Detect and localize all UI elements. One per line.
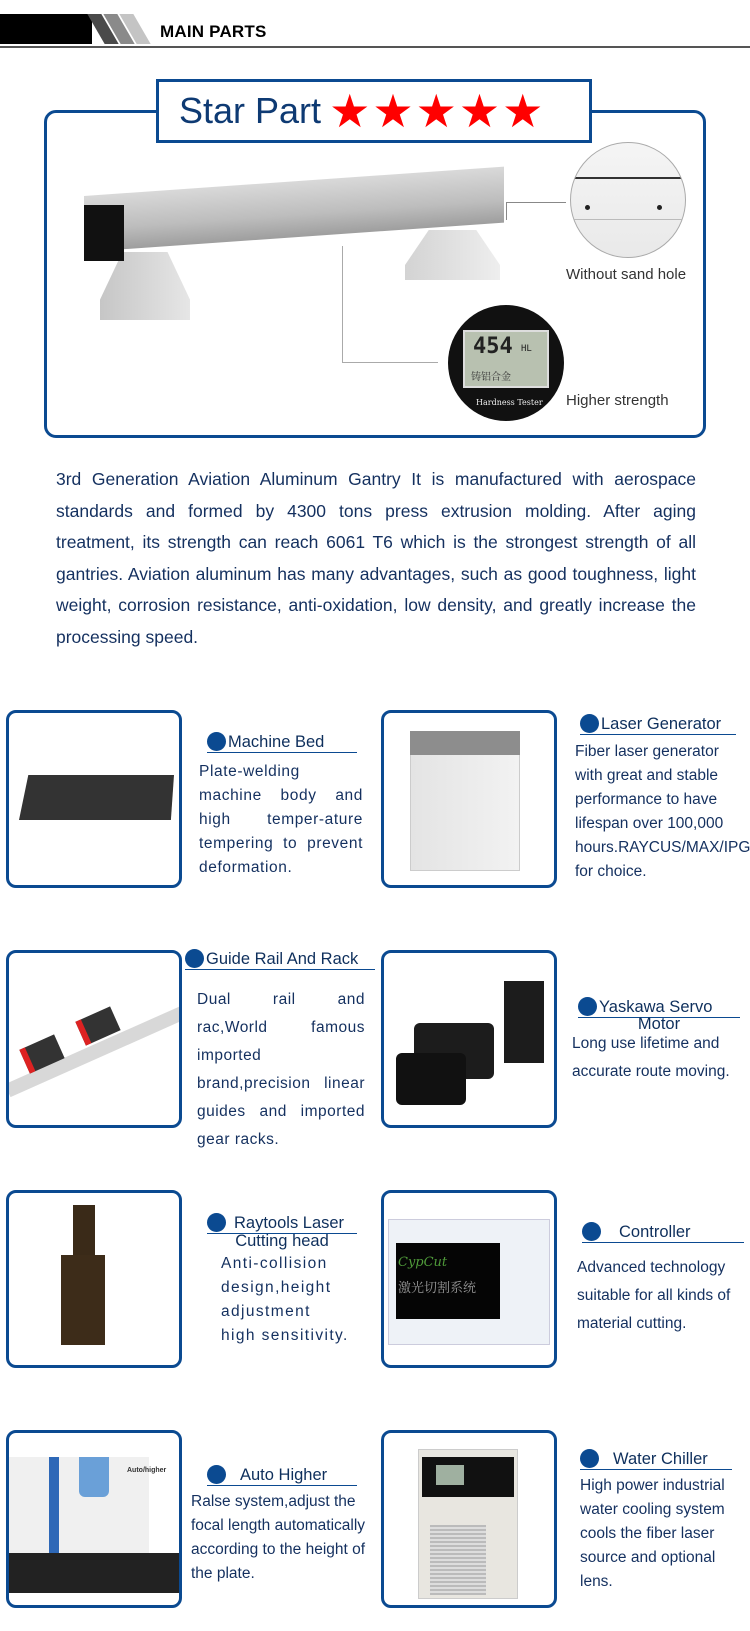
tester-caption: Hardness Tester xyxy=(476,398,543,407)
star-icon: ★ xyxy=(329,85,371,137)
star-icon: ★ xyxy=(415,85,457,137)
part-description: High power industrial water cooling system cools the fiber laser source and optional lens. xyxy=(580,1477,725,1590)
part-title: Laser Generator xyxy=(580,714,736,735)
star-icon: ★ xyxy=(502,85,544,137)
part-description: Anti-collision design,height adjustment high sensitivity. xyxy=(221,1255,349,1344)
part-title: Auto Higher xyxy=(207,1465,357,1486)
hardness-reading: 454 xyxy=(473,334,513,359)
part-title: Machine Bed xyxy=(207,732,357,753)
part-image-machine-bed xyxy=(6,710,182,888)
callout-sand-hole: Without sand hole xyxy=(566,266,687,283)
hardness-material: 铸铝合金 xyxy=(471,372,511,383)
hardness-tester-screen xyxy=(463,330,549,388)
part-description: Fiber laser generator with great and stable performance to have lifespan over 100,000 hours.RAYCUS/MAX/IPG for choice. xyxy=(575,743,750,880)
callout-line xyxy=(506,202,507,220)
part-image-cutting-head xyxy=(6,1190,182,1368)
part-description: Long use lifetime and accurate route moving. xyxy=(572,1035,730,1080)
callout-line xyxy=(506,202,566,203)
part-title: Yaskawa Servo xyxy=(578,997,740,1018)
callout-line xyxy=(342,246,343,362)
inset-title: Auto/higher xyxy=(127,1467,167,1474)
bullet-icon xyxy=(578,997,597,1016)
bullet-icon xyxy=(207,732,226,751)
part-title: Controller xyxy=(582,1222,744,1243)
part-title-line2: Cutting head xyxy=(235,1232,329,1250)
bullet-icon xyxy=(580,714,599,733)
hardness-unit: HL xyxy=(521,344,532,354)
part-description: Advanced technology suitable for all kinds of material cutting. xyxy=(577,1259,731,1332)
part-image-auto-higher xyxy=(6,1430,182,1608)
part-description: Ralse system,adjust the focal length automatically according to the height of the plate. xyxy=(191,1493,366,1582)
part-image-servo-motor xyxy=(381,950,557,1128)
bullet-icon xyxy=(207,1465,226,1484)
bullet-icon xyxy=(207,1213,226,1232)
sand-hole-magnifier xyxy=(570,142,686,258)
bullet-icon xyxy=(185,949,204,968)
part-description: Dual rail and rac,World famous imported brand,precision linear guides and imported gear racks. xyxy=(197,991,365,1148)
bullet-icon xyxy=(580,1449,599,1468)
section-title: MAIN PARTS xyxy=(160,22,267,41)
part-title: Water Chiller xyxy=(580,1449,732,1470)
header-divider xyxy=(0,46,750,48)
gantry-description: 3rd Generation Aviation Aluminum Gantry It is manufactured with aerospace standards and formed by 4300 tons press extrusion molding. After aging treatment, its strength can reach 6061 T6 which is the strongest strength of all gantries. Aviation aluminum has many advantages, such as good toughness, light weight, corrosion resistance, anti-oxidation, low density, and greatly increase the processing speed. xyxy=(56,469,696,647)
part-description: Plate-welding machine body and high temper-ature tempering to prevent deformation. xyxy=(199,763,363,876)
part-title: Guide Rail And Rack xyxy=(185,949,375,970)
part-title-line2: Motor xyxy=(637,1015,681,1033)
star-part-label: Star Part xyxy=(179,90,322,131)
part-image-water-chiller xyxy=(381,1430,557,1608)
star-icon: ★ xyxy=(372,85,414,137)
callout-line xyxy=(342,362,438,363)
controller-brand: CypCut xyxy=(398,1255,448,1270)
controller-subtitle: 激光切割系统 xyxy=(398,1280,477,1295)
part-title: Raytools Laser xyxy=(207,1213,357,1234)
star-icon: ★ xyxy=(458,85,501,137)
callout-strength: Higher strength xyxy=(566,392,669,409)
part-image-controller xyxy=(381,1190,557,1368)
gantry-beam-end xyxy=(84,205,124,261)
bullet-icon xyxy=(582,1222,601,1241)
star-part-badge xyxy=(156,79,592,143)
part-image-guide-rail xyxy=(6,950,182,1128)
part-image-laser-generator xyxy=(381,710,557,888)
header-black-bar xyxy=(0,14,92,44)
